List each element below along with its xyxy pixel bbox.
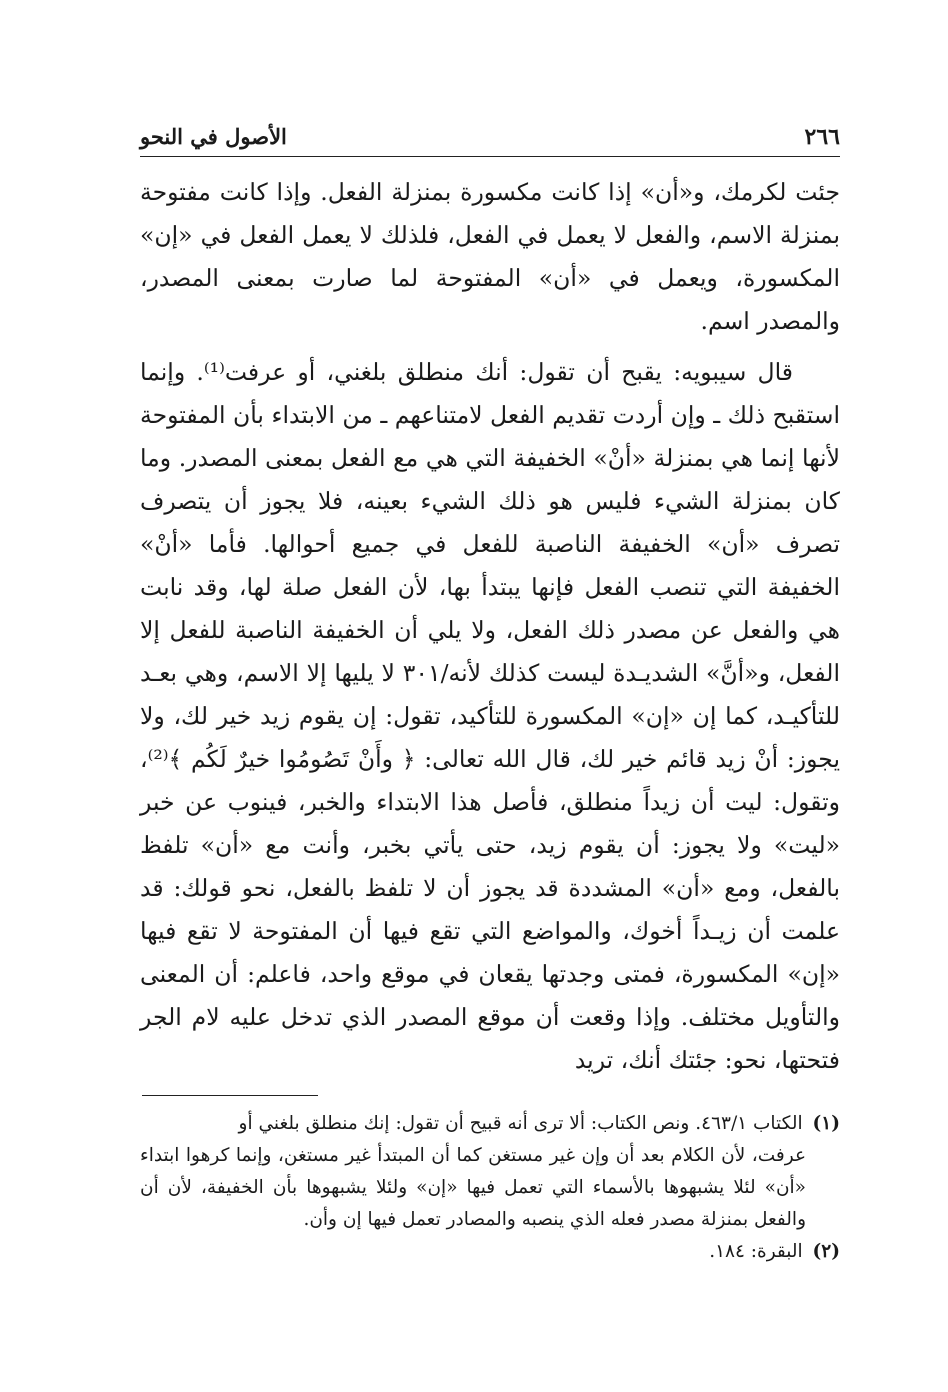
page	[140, 120, 840, 1082]
footnote-divider	[142, 1095, 318, 1096]
paragraph-2: قال سيبويه: يقبح أن تقول: أنك منطلق بلغني، أو عرفت⁽¹⁾. وإنما استقبح ذلك ـ وإن أردت تقديم الفعل لامتناعهم ـ من الابتداء بأن المفتوحة لأنها إنما هي بمنزلة «أنْ» الخفيفة التي هي مع الفعل بمعنى المصدر. وما كان بمنزلة الشيء فليس هو ذلك الشيء بعينه، فلا يجوز أن يتصرف تصرف «أن» الخفيفة الناصبة للفعل في جميع أحوالها. فأما «أنْ» الخفيفة التي تنصب الفعل فإنها يبتدأ بها، لأن الفعل صلة لها، وقد نابت هي والفعل عن مصدر ذلك الفعل، ولا يلي أن الخفيفة الناصبة للفعل إلا الفعل، و«أنَّ» الشديـدة ليست كذلك لأنه/٣٠١ لا يليها إلا الاسم، وهي بعـد للتأكيـد، كما إن «إن» المكسورة للتأكيد، تقول: إن يقوم زيد خير لك، ولا يجوز: أنْ زيد قائم خير لك، قال الله تعالى: ﴿ وأَنْ تَصُومُوا خيرٌ لَكُم ﴾⁽²⁾، وتقول: ليت أن زيداً منطلق، فأصل هذا الابتداء والخبر، فينوب عن خبر «ليت» ولا يجوز: أن يقوم زيد، حتى يأتي بخبر، وأنت مع «أن» تلفظ بالفعل، ومع «أن» المشددة قد يجوز أن لا تلفظ بالفعل، نحو قولك: قد علمت أن زيـداً أخوك، والمواضع التي تقع فيها أن المفتوحة لا تقع فيها «إن» المكسورة، فمتى وجدتها يقعان في موقع واحد، فاعلم: أن المعنى والتأويل مختلف. وإذا وقعت أن موقع المصدر الذي تدخل عليه لام الجر فتحتها، نحو: جئتك أنك، تريد	[140, 358, 840, 1074]
footnote-2	[140, 1236, 840, 1268]
footnote-2-mark: (٢)	[812, 1241, 840, 1262]
page-number: ٢٦٦	[804, 124, 840, 150]
footnote-1-continuation: عرفت، لأن الكلام بعد أن وإن غير مستغن كما أن المبتدأ غير مستغن، وإنما كرهوا ابتداء «أن» لئلا يشبهوها بالأسماء التي تعمل فيها «إن» ولئلا يشبهوها بأن الخفيفة، لأن أن والفعل بمنزلة مصدر فعله الذي ينصبه والمصادر تعمل فيها إن وأن.	[140, 1145, 806, 1230]
book-title: الأصول في النحو	[140, 124, 287, 149]
running-header	[140, 120, 840, 157]
footnote-2-text: البقرة: ١٨٤.	[709, 1241, 803, 1262]
body-text	[140, 171, 840, 1082]
footnote-1-mark: (١)	[812, 1113, 840, 1134]
paragraph-1: جئت لكرمك، و«أن» إذا كانت مكسورة بمنزلة الفعل. وإذا كانت مفتوحة بمنزلة الاسم، والفعل لا يعمل في الفعل، فلذلك لا يعمل الفعل في «إن» المكسورة، ويعمل في «أن» المفتوحة لما صارت بمعنى المصدر، والمصدر اسم.	[140, 178, 840, 335]
footnote-1	[140, 1108, 840, 1140]
footnote-1-text: الكتاب ٤٦٣/١. ونص الكتاب: ألا ترى أنه قبيح أن تقول: إنك منطلق بلغني أو	[238, 1113, 803, 1134]
footnotes	[140, 1108, 840, 1268]
